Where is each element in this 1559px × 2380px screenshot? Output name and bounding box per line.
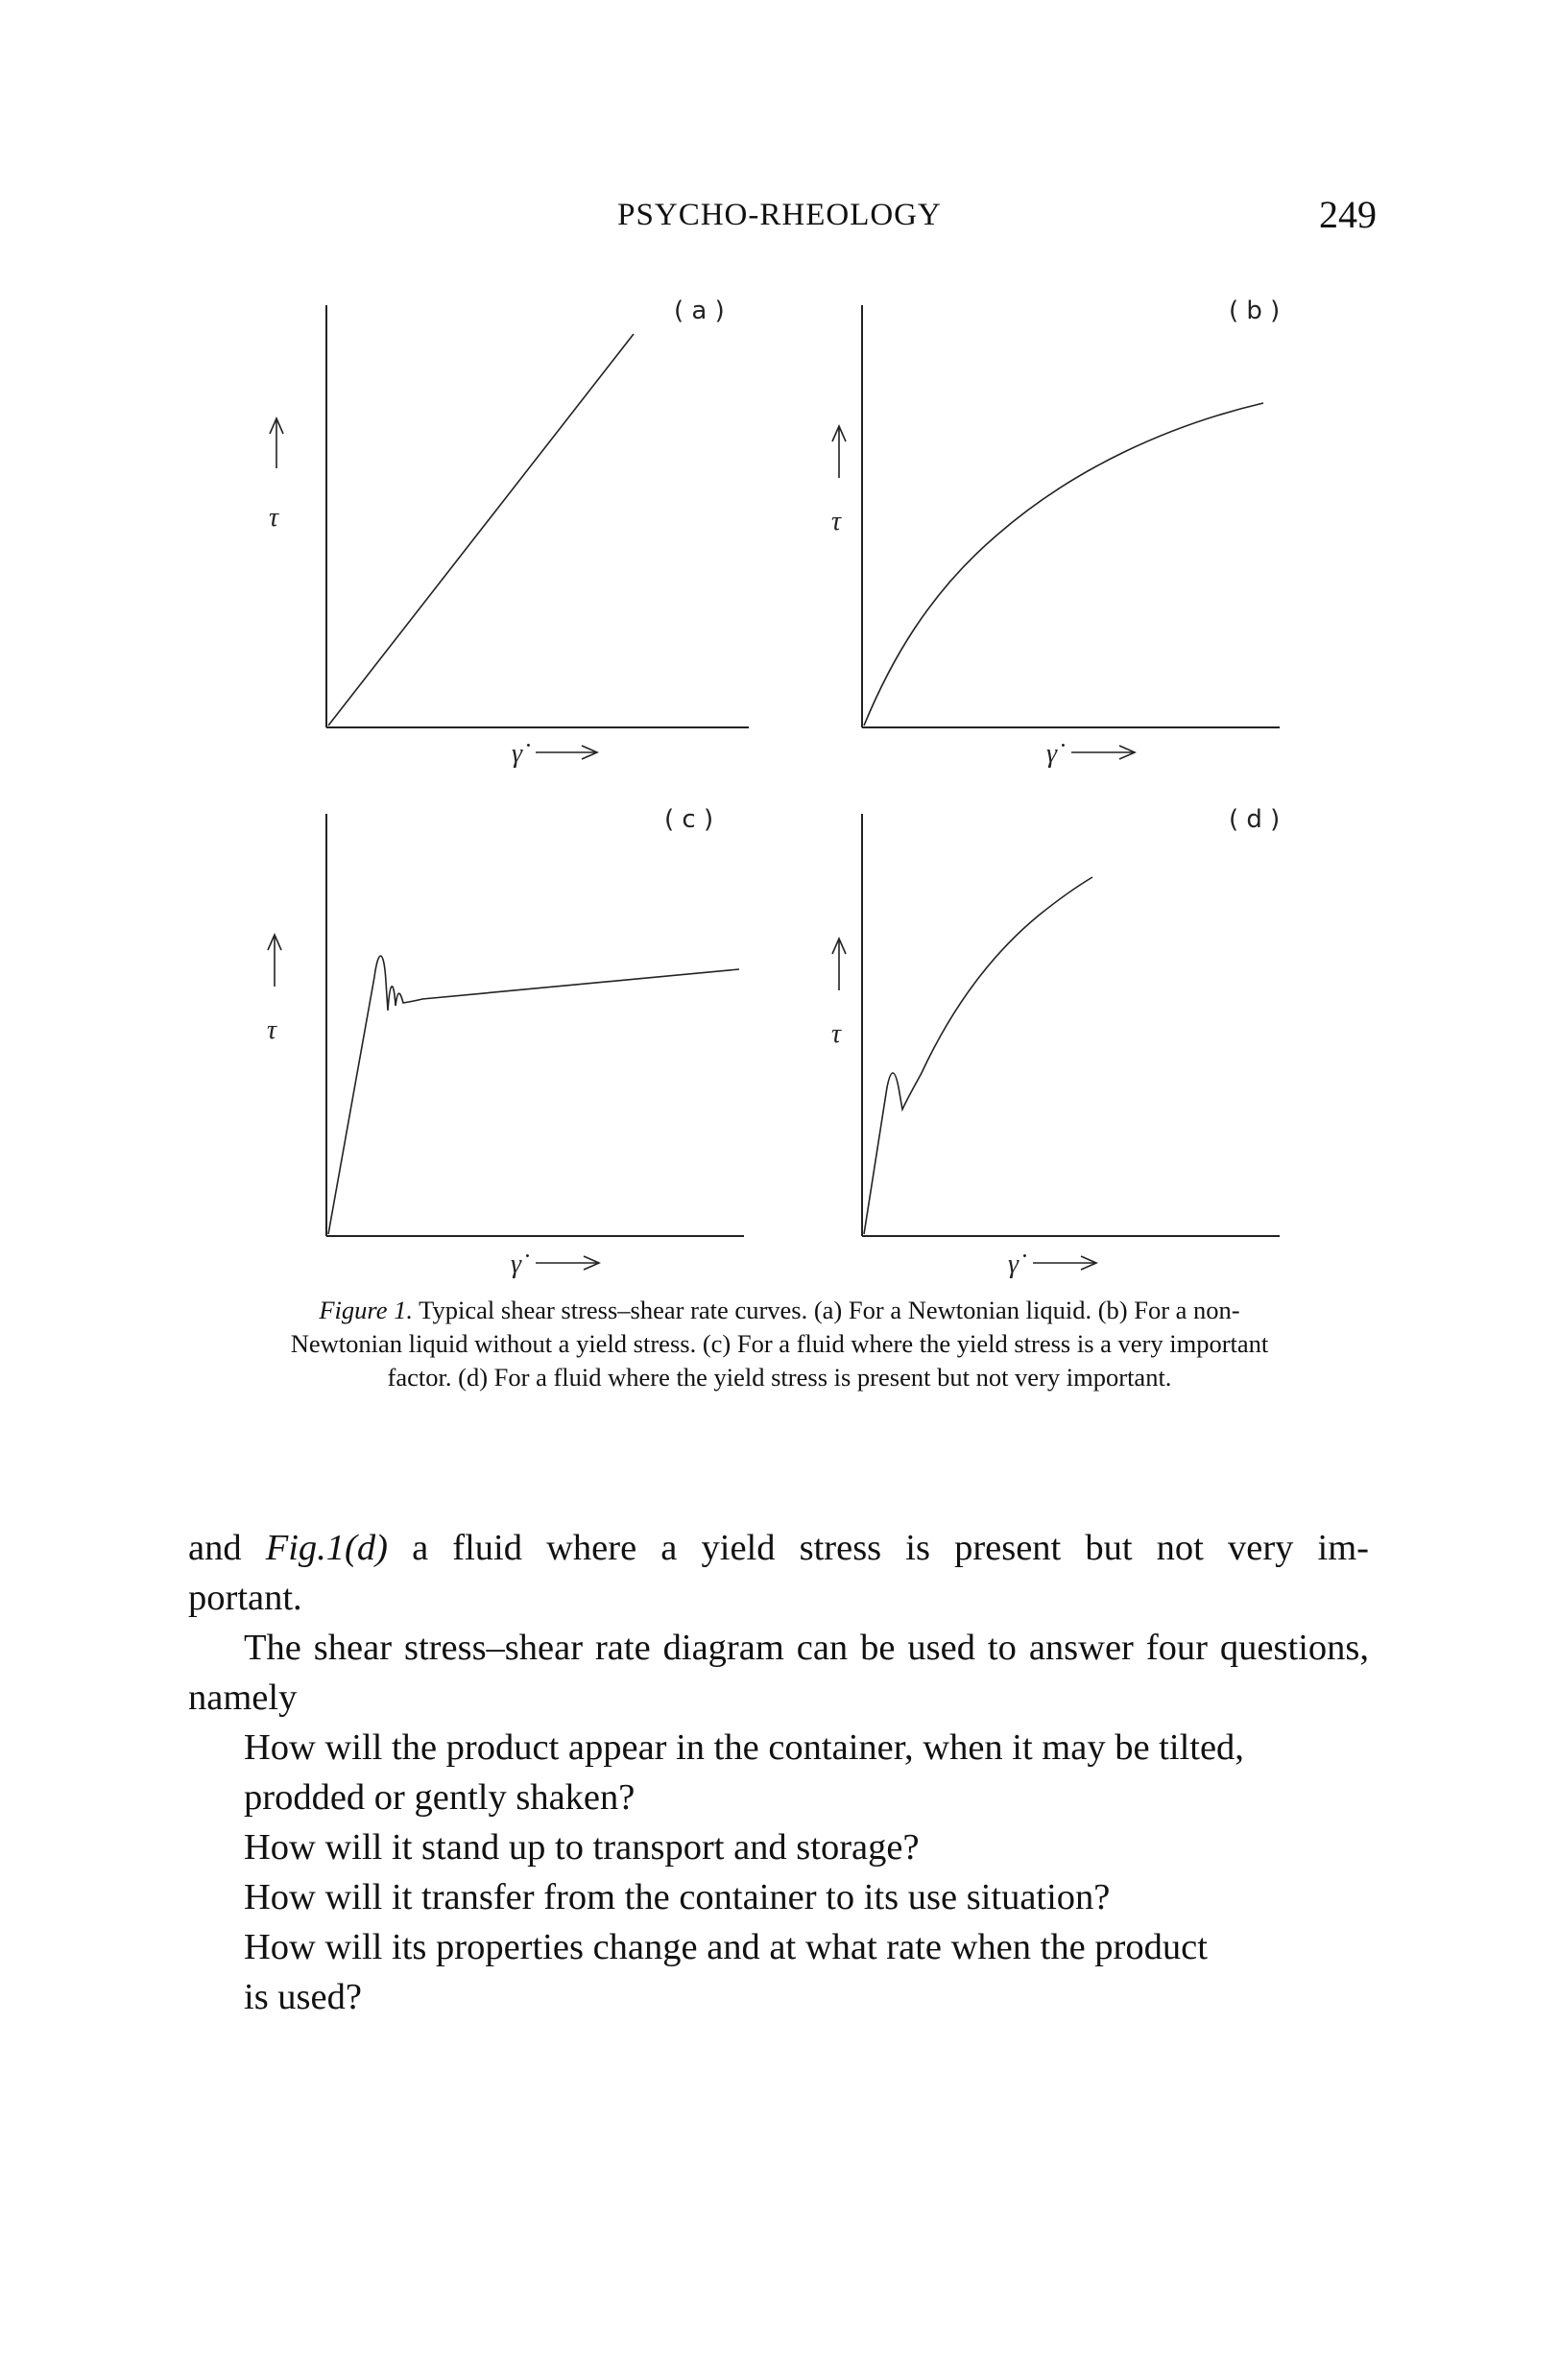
- figure-reference: Fig.1(d): [265, 1528, 388, 1568]
- figure-panel-c: [267, 805, 758, 1279]
- question-line: is used?: [244, 1976, 362, 2017]
- newtonian-curve: [328, 334, 634, 726]
- y-axis-arrow: [268, 935, 281, 987]
- question-line: How will it transfer from the container to its use situation?: [244, 1876, 1111, 1917]
- weak-yield-curve: [864, 877, 1092, 1234]
- y-axis-arrow: [832, 426, 846, 478]
- panel-a-plot: [269, 297, 758, 769]
- y-axis-symbol: τ: [269, 503, 279, 533]
- paragraph-line: namely: [188, 1677, 298, 1718]
- x-axis-symbol: γ̇: [1046, 739, 1058, 769]
- question-item: [188, 1823, 1369, 1873]
- x-axis-arrow: [536, 746, 597, 759]
- header-title: PSYCHO-RHEOLOGY: [617, 198, 942, 232]
- paragraph-line: [188, 1524, 1369, 1574]
- figure-panel-b: [831, 297, 1294, 769]
- figure-caption-text: Typical shear stress–shear rate curves. (a) For a Newtonian liquid. (b) For a non-Newtonian liquid without a yield stress. (c) For a fluid where the yield stress is a very important factor. (d) For a fluid where the yield stress is present but not very important.: [290, 1296, 1269, 1392]
- panel-b-plot: [831, 297, 1294, 769]
- running-head: [0, 192, 1559, 250]
- paragraph-line: portant.: [188, 1577, 302, 1618]
- figure-panel-d: [831, 805, 1294, 1279]
- y-axis-symbol: τ: [267, 1015, 277, 1045]
- panel-a-label: ( a ): [674, 297, 725, 325]
- shear-thinning-curve: [864, 403, 1263, 726]
- y-axis-symbol: τ: [831, 1019, 842, 1049]
- panel-d-plot: [831, 805, 1294, 1279]
- page-number: 249: [1319, 193, 1377, 236]
- figure-caption-label: Figure 1.: [319, 1296, 414, 1324]
- yield-stress-curve: [328, 956, 739, 1234]
- question-item: [188, 1724, 1369, 1823]
- x-axis-arrow: [1033, 1256, 1096, 1270]
- x-axis-arrow: [1071, 746, 1135, 759]
- question-line: How will it stand up to transport and storage?: [244, 1826, 920, 1868]
- x-axis-symbol: γ̇: [511, 1250, 522, 1279]
- y-axis-symbol: τ: [831, 507, 842, 536]
- y-axis-arrow: [832, 939, 846, 990]
- question-line: prodded or gently shaken?: [244, 1776, 636, 1818]
- x-axis-arrow: [536, 1256, 599, 1270]
- paragraph-line: The shear stress–shear rate diagram can be used to answer four questions,: [244, 1627, 1369, 1668]
- text-span: a fluid where a yield stress is present but not very im-: [412, 1528, 1369, 1568]
- panel-d-label: ( d ): [1229, 805, 1281, 834]
- panel-c-plot: [267, 805, 758, 1279]
- question-line: How will the product appear in the container, when it may be tilted,: [244, 1726, 1244, 1768]
- x-axis-symbol: γ̇: [1008, 1250, 1019, 1279]
- panel-b-label: ( b ): [1229, 297, 1281, 325]
- body-text: [188, 1524, 1369, 2023]
- panel-c-label: ( c ): [664, 805, 714, 834]
- y-axis-arrow: [270, 418, 283, 468]
- figure-caption: [284, 1294, 1275, 1394]
- question-item: [188, 1873, 1369, 1923]
- question-item: [188, 1923, 1369, 2023]
- x-axis-symbol: γ̇: [512, 739, 523, 769]
- text-span: and: [188, 1528, 242, 1568]
- question-line: How will its properties change and at what rate when the product: [244, 1926, 1208, 1967]
- figure-panel-a: [269, 297, 758, 769]
